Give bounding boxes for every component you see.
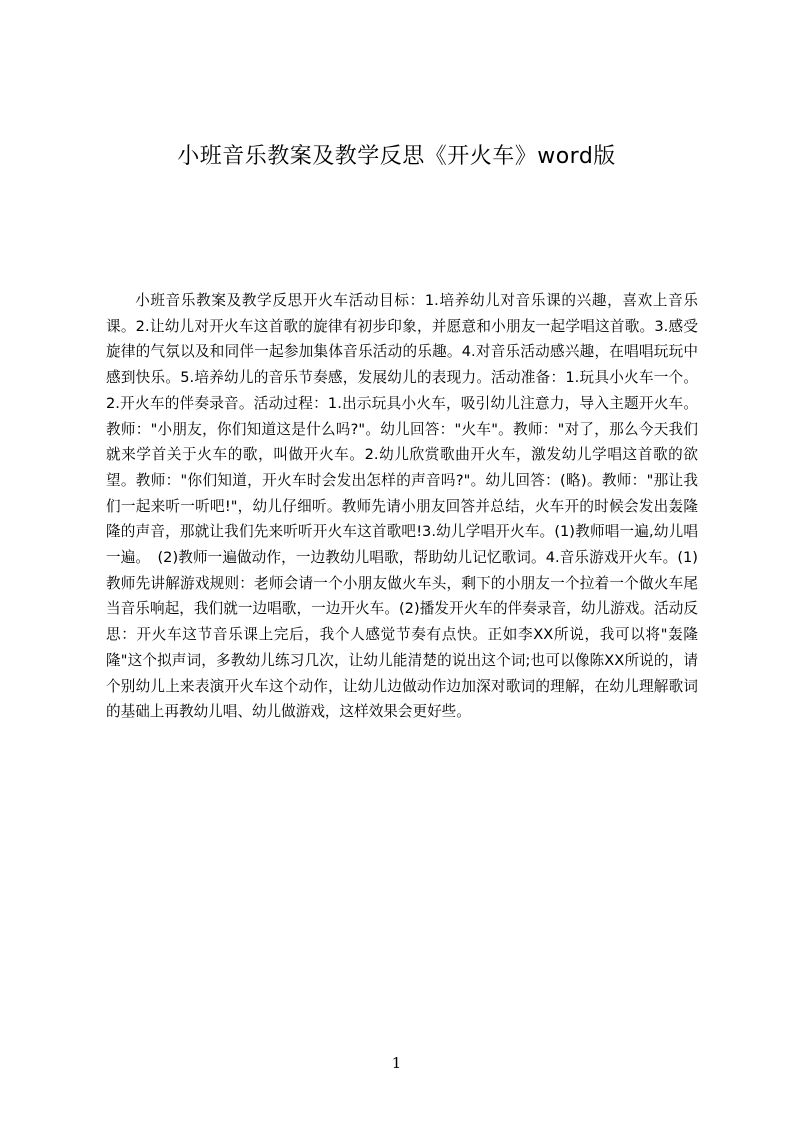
page-number: 1 [391,1054,402,1072]
document-body-paragraph: 小班音乐教案及教学反思开火车活动目标：1.培养幼儿对音乐课的兴趣，喜欢上音乐课。2.让幼儿对开火车这首歌的旋律有初步印象，并愿意和小朋友一起学唱这首歌。3.感受旋律的气氛以及和同伴一起参加集体音乐活动的乐趣。4.对音乐活动感兴趣，在唱唱玩玩中感到快乐。5.培养幼儿的音乐节奏感，发展幼儿的表现力。活动准备：1.玩具小火车一个。2.开火车的伴奏录音。活动过程：1.出示玩具小火车，吸引幼儿注意力，导入主题开火车。教师："小朋友，你们知道这是什么吗?"。幼儿回答："火车"。教师："对了，那么今天我们就来学首关于火车的歌，叫做开火车。2.幼儿欣赏歌曲开火车，激发幼儿学唱这首歌的欲望。教师："你们知道，开火车时会发出怎样的声音吗?"。幼儿回答：(略)。教师："那让我们一起来听一听吧!"，幼儿仔细听。教师先请小朋友回答并总结，火车开的时候会发出轰隆隆的声音，那就让我们先来听听开火车这首歌吧!3.幼儿学唱开火车。(1)教师唱一遍,幼儿唱一遍。 (2)教师一遍做动作，一边教幼儿唱歌，帮助幼儿记忆歌词。4.音乐游戏开火车。(1)教师先讲解游戏规则：老师会请一个小朋友做火车头，剩下的小朋友一个拉着一个做火车尾当音乐响起，我们就一边唱歌，一边开火车。(2)播发开火车的伴奏录音，幼儿游戏。活动反思：开火车这节音乐课上完后，我个人感觉节奏有点快。正如李XX所说，我可以将"轰隆隆"这个拟声词，多教幼儿练习几次，让幼儿能清楚的说出这个词;也可以像陈XX所说的，请个别幼儿上来表演开火车这个动作，让幼儿边做动作边加深对歌词的理解，在幼儿理解歌词的基础上再教幼儿唱、幼儿做游戏，这样效果会更好些。 [106,292,698,721]
document-title: 小班音乐教案及教学反思《开火车》word版 [177,144,616,169]
